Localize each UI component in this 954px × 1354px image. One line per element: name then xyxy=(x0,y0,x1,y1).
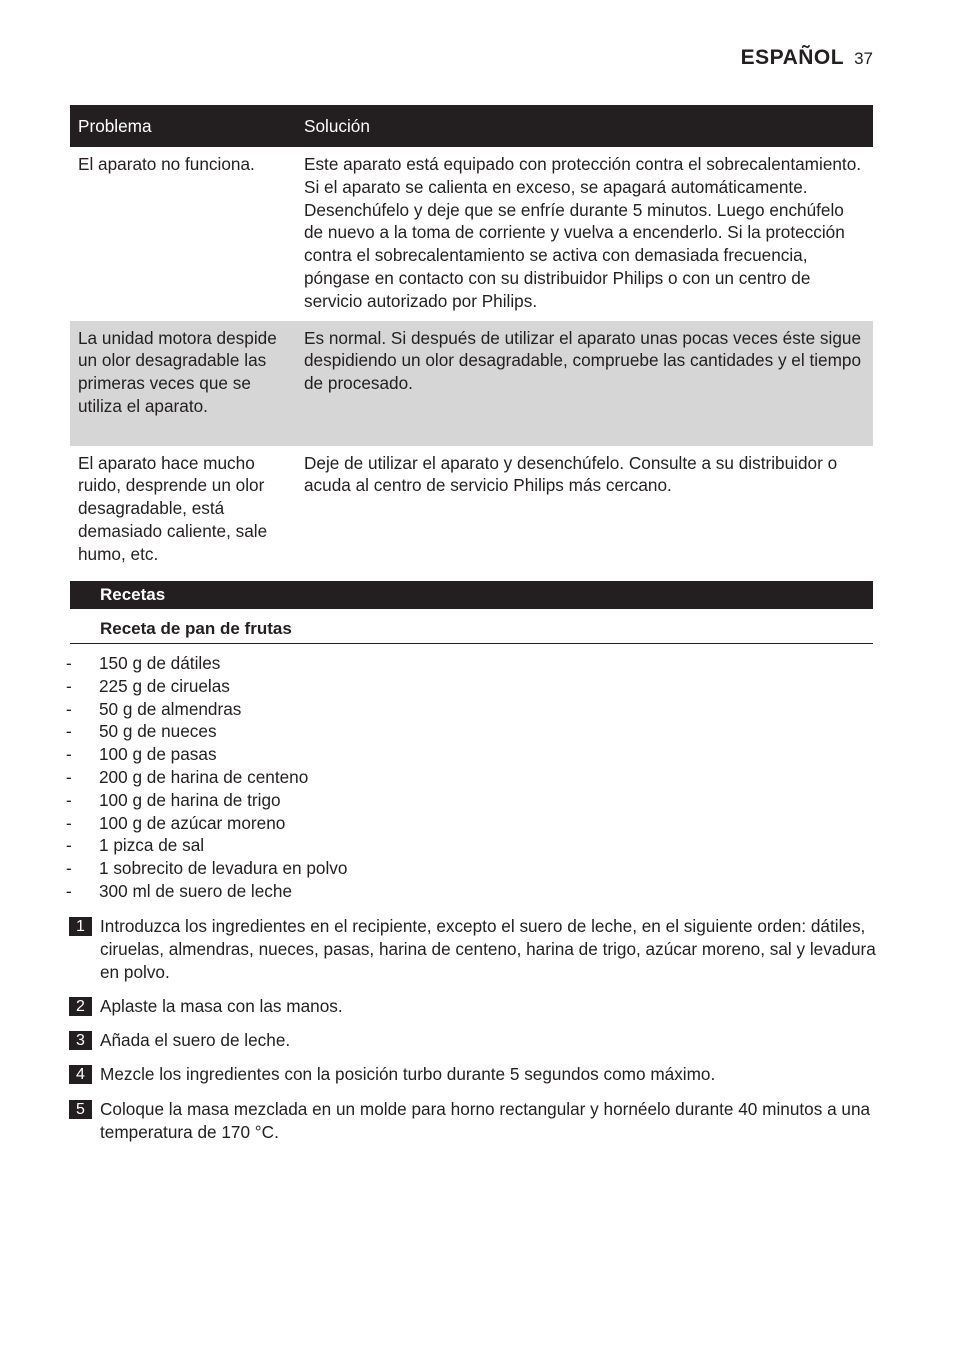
problem-cell: El aparato no funciona. xyxy=(78,154,255,174)
ingredient-text: 1 pizca de sal xyxy=(99,835,205,856)
list-item xyxy=(66,766,347,789)
bullet-dash: - xyxy=(66,721,72,742)
ingredient-text: 200 g de harina de centeno xyxy=(99,766,309,787)
ingredient-text: 100 g de harina de trigo xyxy=(99,789,281,810)
ingredient-text: 150 g de dátiles xyxy=(99,653,221,673)
step-text: Coloque la masa mezclada en un molde para horno rectangular y hornéelo durante 40 minutos a una temperatura de 170 °C. xyxy=(100,1098,871,1142)
problem-cell: El aparato hace mucho ruido, desprende un olor desagradable, está demasiado caliente, sale humo, etc. xyxy=(78,452,268,564)
list-item xyxy=(66,857,347,880)
list-item xyxy=(66,789,347,812)
recipe-title: Receta de pan de frutas xyxy=(70,617,873,644)
step-item xyxy=(69,1098,879,1144)
column-header-solution: Solución xyxy=(296,105,873,147)
step-text: Introduzca los ingredientes en el recipiente, excepto el suero de leche, en el siguiente orden: dátiles, ciruelas, almendras, nueces, pasas, harina de centeno, harina de trigo, azúcar moreno, sal y levadura en polvo. xyxy=(100,916,876,982)
section-title-recetas: Recetas xyxy=(70,581,873,609)
bullet-dash: - xyxy=(66,698,72,719)
ingredient-text: 1 sobrecito de levadura en polvo xyxy=(99,858,348,879)
page-number: 37 xyxy=(854,49,873,68)
solution-cell: Deje de utilizar el aparato y desenchúfelo. Consulte a su distribuidor o acuda al centro de servicio Philips más cercano. xyxy=(304,452,838,496)
step-item xyxy=(69,1029,879,1052)
bullet-dash: - xyxy=(66,675,72,696)
step-number-badge: 5 xyxy=(69,1100,92,1119)
ingredient-text: 50 g de nueces xyxy=(99,721,217,742)
ingredient-text: 300 ml de suero de leche xyxy=(99,880,293,901)
list-item xyxy=(66,720,347,743)
solution-cell: Este aparato está equipado con protección contra el sobrecalentamiento. Si el aparato se calienta en exceso, se apagará automáticamente. Desenchúfelo y deje que se enfríe durante 5 minutos. Luego enchúfelo de nuevo a la toma de corriente y vuelva a encenderlo. Si la protección contra el sobrecalentamiento se activa con demasiada frecuencia, póngase en contacto con su distribuidor Philips o con un centro de servicio autorizado por Philips. xyxy=(304,154,862,311)
language-label: ESPAÑOL xyxy=(740,46,845,69)
step-number-badge: 3 xyxy=(69,1031,92,1050)
ingredient-list xyxy=(66,652,347,903)
page-header xyxy=(741,46,873,70)
list-item xyxy=(66,880,347,903)
step-item xyxy=(69,995,879,1018)
ingredient-text: 100 g de azúcar moreno xyxy=(99,812,286,833)
step-number-badge: 1 xyxy=(69,917,92,936)
table-row xyxy=(70,147,873,321)
step-item xyxy=(69,915,879,983)
step-number-badge: 2 xyxy=(69,997,92,1016)
bullet-dash: - xyxy=(66,744,72,765)
step-text: Mezcle los ingredientes con la posición turbo durante 5 segundos como máximo. xyxy=(100,1064,716,1085)
step-text: Añada el suero de leche. xyxy=(100,1030,291,1051)
bullet-dash: - xyxy=(66,766,72,787)
bullet-dash: - xyxy=(66,812,72,833)
bullet-dash: - xyxy=(66,880,72,901)
bullet-dash: - xyxy=(66,835,72,856)
ingredient-text: 50 g de almendras xyxy=(99,698,242,719)
troubleshooting-table xyxy=(70,105,873,576)
step-item xyxy=(69,1063,879,1086)
step-text: Aplaste la masa con las manos. xyxy=(100,995,343,1016)
instruction-steps xyxy=(69,915,879,1155)
list-item xyxy=(66,834,347,857)
bullet-dash: - xyxy=(66,858,72,879)
bullet-dash: - xyxy=(66,789,72,810)
problem-cell: La unidad motora despide un olor desagradable las primeras veces que se utiliza el aparato. xyxy=(70,321,296,446)
ingredient-text: 100 g de pasas xyxy=(99,744,217,765)
list-item xyxy=(66,812,347,835)
table-row xyxy=(70,321,873,446)
list-item xyxy=(66,698,347,721)
solution-cell: Es normal. Si después de utilizar el aparato unas pocas veces éste sigue despidiendo un olor desagradable, compruebe las cantidades y el tiempo de procesado. xyxy=(296,321,873,446)
list-item xyxy=(66,743,347,766)
step-number-badge: 4 xyxy=(69,1065,92,1084)
ingredient-text: 225 g de ciruelas xyxy=(99,675,230,696)
table-header-row xyxy=(70,105,873,147)
bullet-dash: - xyxy=(66,653,72,673)
list-item xyxy=(66,652,347,675)
list-item xyxy=(66,675,347,698)
table-row xyxy=(70,446,873,576)
column-header-problem: Problema xyxy=(70,105,296,147)
